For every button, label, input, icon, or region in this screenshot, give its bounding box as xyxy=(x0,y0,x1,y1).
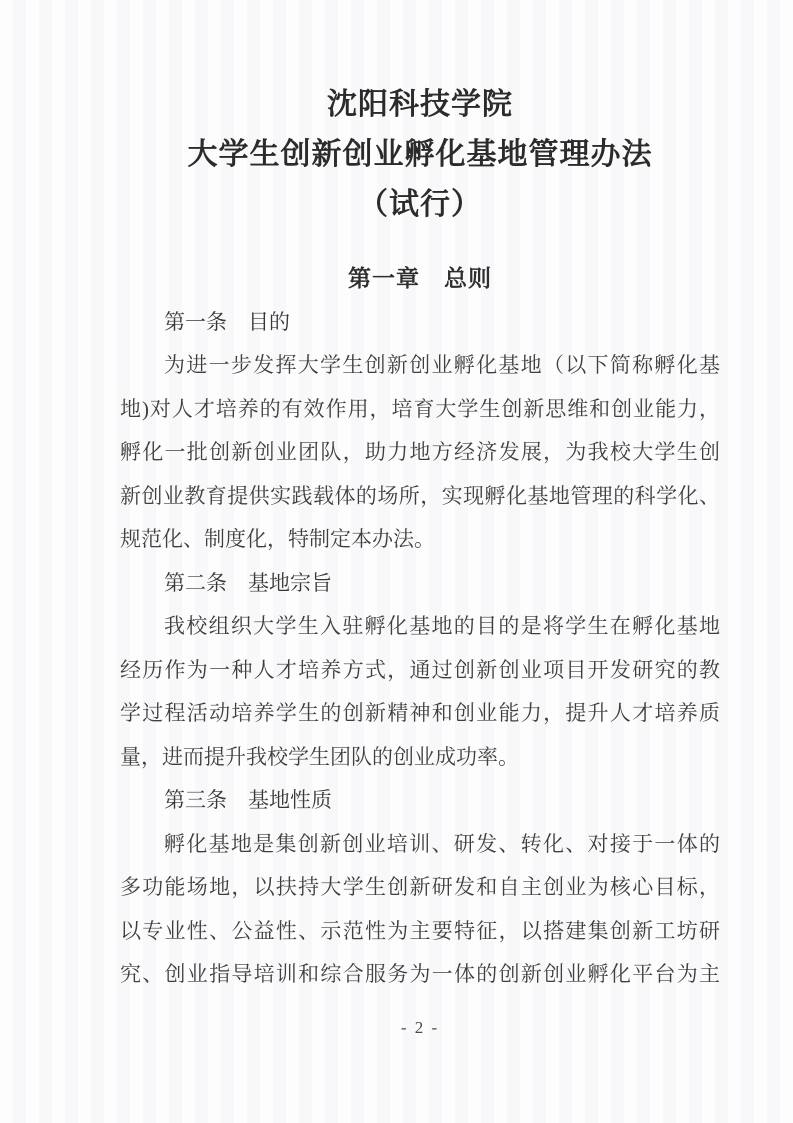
title-line-1: 沈阳科技学院 xyxy=(327,88,513,121)
document-body xyxy=(120,257,720,997)
title-line-3: （试行） xyxy=(358,188,482,221)
document-title xyxy=(120,80,720,230)
body-line: 第三条 基地性质 xyxy=(164,788,332,812)
body-line: 学过程活动培养学生的创新精神和创业能力，提升人才培养质 xyxy=(120,701,720,725)
body-line: 量，进而提升我校学生团队的创业成功率。 xyxy=(120,744,519,769)
title-line-2: 大学生创新创业孵化基地管理办法 xyxy=(187,138,653,171)
body-line: 孵化基地是集创新创业培训、研发、转化、对接于一体的 xyxy=(164,831,720,856)
body-line: 以专业性、公益性、示范性为主要特征，以搭建集创新工坊研 xyxy=(120,918,720,943)
body-line: 多功能场地，以扶持大学生创新研发和自主创业为核心目标， xyxy=(120,875,720,899)
body-line: 新创业教育提供实践载体的场所，实现孵化基地管理的科学化、 xyxy=(120,483,720,508)
body-line: 究、创业指导培训和综合服务为一体的创新创业孵化平台为主 xyxy=(120,962,720,986)
page-number: - 2 - xyxy=(400,1018,440,1037)
body-line: 为进一步发挥大学生创新创业孵化基地（以下简称孵化基 xyxy=(164,353,720,377)
body-line: 第一条 目的 xyxy=(164,309,290,334)
body-line: 第二条 基地宗旨 xyxy=(164,570,332,595)
body-line: 经历作为一种人才培养方式，通过创新创业项目开发研究的教 xyxy=(120,657,720,682)
body-line: 地)对人才培养的有效作用，培育大学生创新思维和创业能力， xyxy=(120,396,720,421)
body-line: 孵化一批创新创业团队，助力地方经济发展，为我校大学生创 xyxy=(120,440,720,464)
body-line: 规范化、制度化，特制定本办法。 xyxy=(120,527,435,551)
chapter-heading: 第一章 总则 xyxy=(348,266,492,291)
body-line: 我校组织大学生入驻孵化基地的目的是将学生在孵化基地 xyxy=(164,614,720,638)
